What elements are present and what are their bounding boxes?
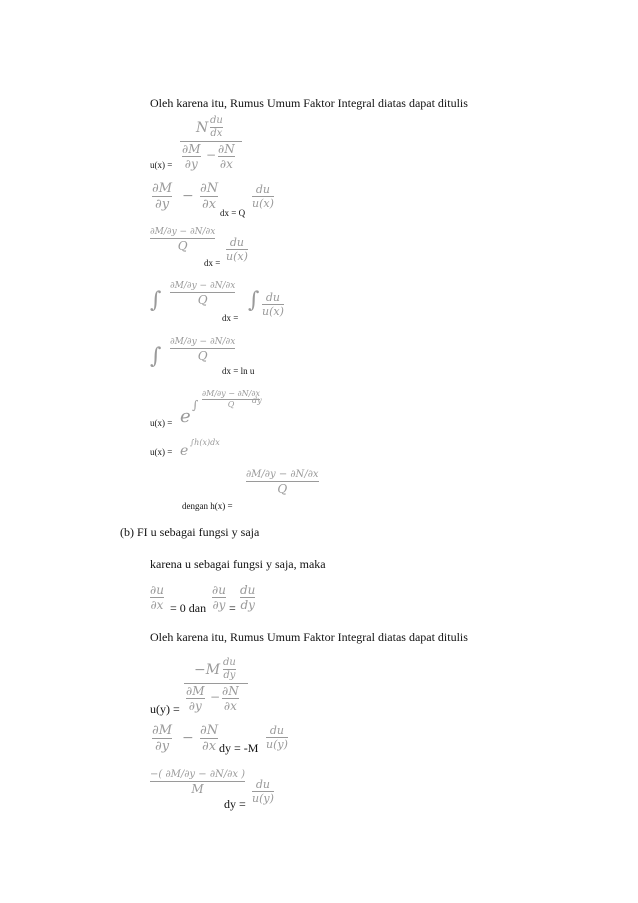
math-compound-fraction	[246, 470, 319, 495]
math-dx-part: ∂x	[202, 197, 217, 212]
math-Q: Q	[197, 349, 208, 363]
integral-sign: ∫	[248, 288, 260, 313]
math-dx-part: ∂x	[150, 598, 164, 612]
math-integral-exp: ∫	[192, 398, 199, 412]
math-negM: −M	[194, 662, 221, 678]
math-dN: ∂N	[218, 142, 235, 156]
math-neg-open: −(	[150, 769, 163, 780]
math-Q: Q	[277, 482, 288, 496]
eq6-label: u(x) =	[150, 418, 173, 428]
math-du-uy	[266, 725, 288, 750]
math-exp-h: ∫h(x)dx	[190, 438, 220, 447]
math-N: N	[196, 120, 209, 136]
math-numerator: ∂M/∂y − ∂N/∂x	[246, 469, 319, 480]
math-dy-part: ∂y	[212, 598, 226, 612]
math-dN: ∂N	[189, 227, 203, 237]
math-ux: u(x)	[252, 197, 274, 210]
math-minus: −	[199, 281, 208, 291]
math-dx-part: ∂x	[225, 281, 236, 291]
math-dM: ∂M	[152, 181, 173, 196]
math-du: du	[255, 778, 271, 791]
math-ux: u(x)	[226, 250, 248, 263]
math-du-dx	[210, 116, 223, 139]
math-numerator: −( ∂M/∂y − ∂N/∂x )	[150, 769, 246, 780]
math-du-ux	[262, 292, 284, 317]
math-dN: ∂N	[222, 684, 239, 698]
math-dy: ∂y	[186, 337, 197, 347]
b-eq1-text-a: = 0 dan	[170, 601, 207, 615]
math-du-ux	[252, 184, 274, 209]
math-dM-dy	[152, 182, 172, 211]
b-eq1-text-b: =	[229, 601, 236, 615]
math-numerator: ∂M/∂y − ∂N/∂x	[150, 227, 216, 237]
math-dx-part: ∂x	[225, 337, 236, 347]
math-minus: −	[182, 188, 194, 204]
b-eq2-label: u(y) =	[150, 702, 180, 716]
math-dM: ∂M	[165, 769, 181, 780]
math-numerator: ∂M/∂y − ∂N/∂x	[202, 389, 260, 398]
math-e: e	[180, 406, 191, 427]
math-dN: ∂N	[290, 469, 305, 480]
math-minus: −	[278, 469, 288, 480]
math-du: du	[210, 115, 223, 126]
eq7-label: u(x) =	[150, 447, 173, 457]
section-b-line1: karena u sebagai fungsi y saja, maka	[150, 557, 326, 571]
math-du: du	[240, 583, 256, 597]
eq4-text: dx =	[222, 313, 239, 323]
math-dM: ∂M	[170, 337, 184, 347]
math-du-dy	[240, 584, 255, 611]
math-uy: u(y)	[266, 738, 288, 751]
math-minus: −	[210, 690, 221, 704]
math-dM: ∂M	[202, 389, 215, 398]
math-compound-fraction	[150, 228, 215, 252]
math-du-uy	[252, 779, 274, 804]
math-minus: −	[179, 227, 188, 237]
math-dy: dy	[252, 396, 262, 405]
math-minus: −	[206, 148, 217, 162]
math-dM-dy	[186, 685, 205, 712]
math-close: )	[241, 769, 246, 780]
math-du-part: ∂u	[150, 583, 164, 597]
eq3-text: dx =	[204, 258, 221, 268]
eq1-label: u(x) =	[150, 160, 173, 170]
math-du: du	[255, 183, 270, 196]
math-Q: Q	[177, 239, 188, 253]
eq5-text: dx = ln u	[222, 366, 255, 376]
math-dy: ∂y	[154, 197, 170, 212]
math-dN: ∂N	[209, 337, 223, 347]
math-minus: −	[182, 730, 194, 746]
math-dM-dy	[152, 724, 172, 753]
integral-sign: ∫	[150, 344, 162, 369]
eq8-label: dengan h(x) =	[182, 501, 233, 511]
math-dN: ∂N	[237, 389, 249, 398]
math-compound-fraction	[170, 282, 235, 306]
math-du: du	[229, 236, 244, 249]
math-du-dx-partial	[150, 584, 164, 611]
math-dN: ∂N	[209, 769, 224, 780]
section-b-title: (b) FI u sebagai fungsi y saja	[120, 525, 260, 539]
math-du-ux	[226, 237, 248, 262]
b-eq3-text: dy = -M	[219, 741, 259, 755]
math-dM: ∂M	[152, 723, 173, 738]
math-dy: ∂y	[186, 281, 197, 291]
math-dx-part: ∂x	[251, 389, 260, 398]
math-numerator: ∂M/∂y − ∂N/∂x	[170, 337, 236, 347]
math-dx-part: ∂x	[205, 227, 216, 237]
math-dy: ∂y	[217, 389, 226, 398]
math-compound-fraction	[170, 338, 235, 362]
math-dM: ∂M	[246, 469, 262, 480]
math-dx-part: ∂x	[227, 769, 238, 780]
math-compound-fraction	[150, 770, 245, 795]
math-dx-part: ∂x	[219, 157, 233, 171]
math-minus: −	[228, 389, 235, 398]
math-dy: dy	[240, 598, 255, 612]
math-dN: ∂N	[209, 281, 223, 291]
math-dy-part: ∂y	[184, 769, 196, 780]
math-dN: ∂N	[200, 723, 219, 738]
math-du: du	[265, 291, 280, 304]
math-du-dy-partial	[212, 584, 226, 611]
math-dM: ∂M	[150, 227, 164, 237]
math-M: M	[191, 782, 204, 796]
math-dx-part: ∂x	[223, 699, 237, 713]
math-dN-dx	[200, 182, 218, 211]
math-dy-part: ∂y	[188, 699, 202, 713]
math-dx: dx	[210, 128, 223, 139]
math-dN-dx	[222, 685, 239, 712]
integral-sign: ∫	[150, 288, 162, 313]
math-dy: ∂y	[184, 157, 198, 171]
math-du-part: ∂u	[212, 583, 226, 597]
math-dM-dy	[182, 143, 201, 170]
math-dM: ∂M	[186, 684, 205, 698]
intro-text-1: Oleh karena itu, Rumus Umum Faktor Integral diatas dapat ditulis	[150, 96, 468, 110]
math-minus: −	[198, 769, 207, 780]
math-du: du	[223, 657, 236, 668]
math-Q: Q	[197, 293, 208, 307]
math-du-dy	[223, 658, 236, 681]
intro-text-2: Oleh karena itu, Rumus Umum Faktor Integral diatas dapat ditulis	[150, 630, 468, 644]
math-minus: −	[199, 337, 208, 347]
math-dM: ∂M	[182, 142, 201, 156]
math-uy: u(y)	[252, 792, 274, 805]
math-dx-part: ∂x	[202, 739, 217, 754]
math-dy: ∂y	[166, 227, 177, 237]
math-du: du	[269, 724, 285, 737]
math-e: e	[180, 443, 189, 459]
math-ux: u(x)	[262, 305, 284, 318]
math-dy: dy	[223, 670, 236, 681]
math-Q: Q	[227, 400, 235, 409]
math-dy: ∂y	[264, 469, 276, 480]
math-dy-part: ∂y	[154, 739, 170, 754]
math-numerator: ∂M/∂y − ∂N/∂x	[170, 281, 236, 291]
math-dN: ∂N	[200, 181, 219, 196]
math-dM: ∂M	[170, 281, 184, 291]
math-dx-part: ∂x	[307, 469, 319, 480]
math-dN-dx	[200, 724, 218, 753]
b-eq4-text: dy =	[224, 797, 246, 811]
eq2-text: dx = Q	[220, 208, 246, 218]
math-dN-dx	[218, 143, 235, 170]
